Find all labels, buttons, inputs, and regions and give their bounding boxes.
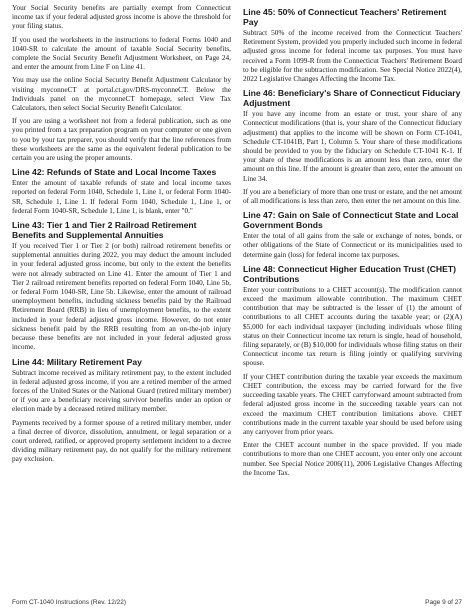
page-number: Page 9 of 27 <box>425 599 462 606</box>
left-column <box>12 4 231 469</box>
paragraph-line-48-b: If your CHET contribution during the taxable year exceeds the maximum CHET contribution, the excess may be carried forward for the five succeeding taxable years. The CHET carryforward amount subtracted from federal adjusted gross income in the succeeding taxable years can not exceed the maximum CHET contribution limitations above. CHET contributions made in the current taxable year should be used before using any carryover from prior years. <box>243 372 462 436</box>
right-column <box>243 4 462 482</box>
paragraph-worksheets: If you used the worksheets in the instructions to federal Forms 1040 and 1040-SR to calculate the amount of taxable Social Security benefits, complete the Social Security Benefit Adjustment Worksheet, on Page 24, and enter the amount from Line F on Line 41. <box>12 35 231 72</box>
paragraph-line-44-a: Subtract income received as military retirement pay, to the extent included in federal adjusted gross income, if you are a retired member of the armed forces of the United States or the National Guard (retired military member) or if you are a beneficiary receiving survivor benefits under an option or election made by a deceased retired military member. <box>12 368 231 414</box>
paragraph-line-48-a: Enter your contributions to a CHET account(s). The modification cannot exceed the maximum allowable contribution. The maximum CHET contribution that may be subtracted is the lesser of (1) the amount of contributions to all CHET accounts during the taxable year; or (2)(A) $5,000 for each individual taxpayer (including individuals whose filing status on their Connecticut income tax return is single, head of household, filing separately, or (B) $10,000 for individuals whose filing status on their Connecticut income tax return is filing jointly or qualifying surviving spouse. <box>243 285 462 368</box>
heading-line-43: Line 43: Tier 1 and Tier 2 Railroad Retirement Benefits and Supplemental Annuities <box>12 220 197 241</box>
paragraph-line-44-b: Payments received by a former spouse of a retired military member, under a final decree of divorce, dissolution, annulment, or legal separation or a court ordered, ratified, or approved property settlement incident to a decree dividing military retirement pay, do not qualify for the military retirement pay exclusion. <box>12 418 231 464</box>
heading-line-46: Line 46: Beneficiary's Share of Connecticut Fiduciary Adjustment <box>243 88 461 109</box>
paragraph-social-security-exempt: Your Social Security benefits are partially exempt from Connecticut income tax if your federal adjusted gross income is above the threshold for your filing status. <box>12 4 231 31</box>
paragraph-line-46-a: If you have any income from an estate or trust, your share of any Connecticut modifications (that is, your share of the Connecticut fiduciary adjustment) that applies to the income will be shown on Form CT-1041, Schedule CT-1041B, Part 1, Column 5. Your share of these modifications should be provided to you by the fiduciary on Schedule CT-1041 K-1. If your share of these modifications is an amount less than zero, enter the amount on this line. If the amount is greater than zero, enter the amount on Line 34. <box>243 110 462 183</box>
paragraph-line-43: If you received Tier 1 or Tier 2 (or both) railroad retirement benefits or supplemental annuities during 2022, you may deduct the amount included in your federal adjusted gross income, but only to the extent the benefits were not already subtracted on Line 41. Enter the amount of Tier 1 and Tier 2 railroad retirement benefits reported on federal Form 1040, Line 5b, or federal Form 1040-SR, Line 5b. Likewise, enter the amount of railroad unemployment benefits, including sickness benefits paid by the Railroad Retirement Board (RRB) in lieu of unemployment benefits, to the extent included in your federal adjusted gross income. However, do not enter sickness benefit paid by the RRB resulting from an on-the-job injury because these benefits are not included in your federal adjusted gross income. <box>12 242 231 352</box>
paragraph-line-48-c: Enter the CHET account number in the space provided. If you made contributions to more than one CHET account, you enter only one account number. See Special Notice 2006(11), 2006 Legislative Changes Affecting the Income Tax. <box>243 441 462 477</box>
heading-line-42: Line 42: Refunds of State and Local Income Taxes <box>12 167 217 178</box>
heading-line-45: Line 45: 50% of Connecticut Teachers' Retirement Pay <box>243 7 447 27</box>
paragraph-line-45: Subtract 50% of the income received from the Connecticut Teachers' Retirement System, provided you properly included such income in federal adjusted gross income for federal income tax purposes. You must have received a Form 1099-R from the Connecticut Teachers' Retirement Board to be eligible for the subtraction modification. See Special Notice 2022(4), 2022 Legislative Changes Affecting the Income Tax. <box>243 29 462 84</box>
heading-line-44: Line 44: Military Retirement Pay <box>12 356 142 367</box>
paragraph-worksheet-not-federal: If you are using a worksheet not from a federal publication, such as one you printed from a tax preparation program on your computer or one given to you by your tax preparer, you should verify that the line references from these worksheets are the same as the equivalent federal publication to be certain you are using the proper amounts. <box>12 117 231 163</box>
paragraph-line-42: Enter the amount of taxable refunds of state and local income taxes reported on federal Form 1040, Schedule 1, Line 1, or federal Form 1040-SR, Schedule 1, Line 1. If federal Form 1040, Schedule 1, Line 1, or federal Form 1040-SR, Schedule 1, Line 1, is blank, enter "0." <box>12 179 231 215</box>
paragraph-online-calculator: You may use the online Social Security Benefit Adjustment Calculator by visiting myconneCT at portal.ct.gov/DRS-myconneCT. Below the Individuals panel on the myconneCT homepage, select View Tax Calculators, then select Social Security Benefit Calculator. <box>12 76 231 113</box>
heading-line-48: Line 48: Connecticut Higher Education Trust (CHET) Contributions <box>243 263 456 284</box>
paragraph-line-46-b: If you are a beneficiary of more than one trust or estate, and the net amount of all modifications is less than zero, then enter the net amount on this line. <box>243 187 462 206</box>
paragraph-line-47: Enter the total of all gains from the sale or exchange of notes, bonds, or other obligations of the State of Connecticut or its municipalities used to determine gain (loss) for federal income tax purposes. <box>243 232 462 259</box>
heading-line-47: Line 47: Gain on Sale of Connecticut State and Local Government Bonds <box>243 210 459 231</box>
form-revision-label: Form CT-1040 Instructions (Rev. 12/22) <box>12 599 127 606</box>
